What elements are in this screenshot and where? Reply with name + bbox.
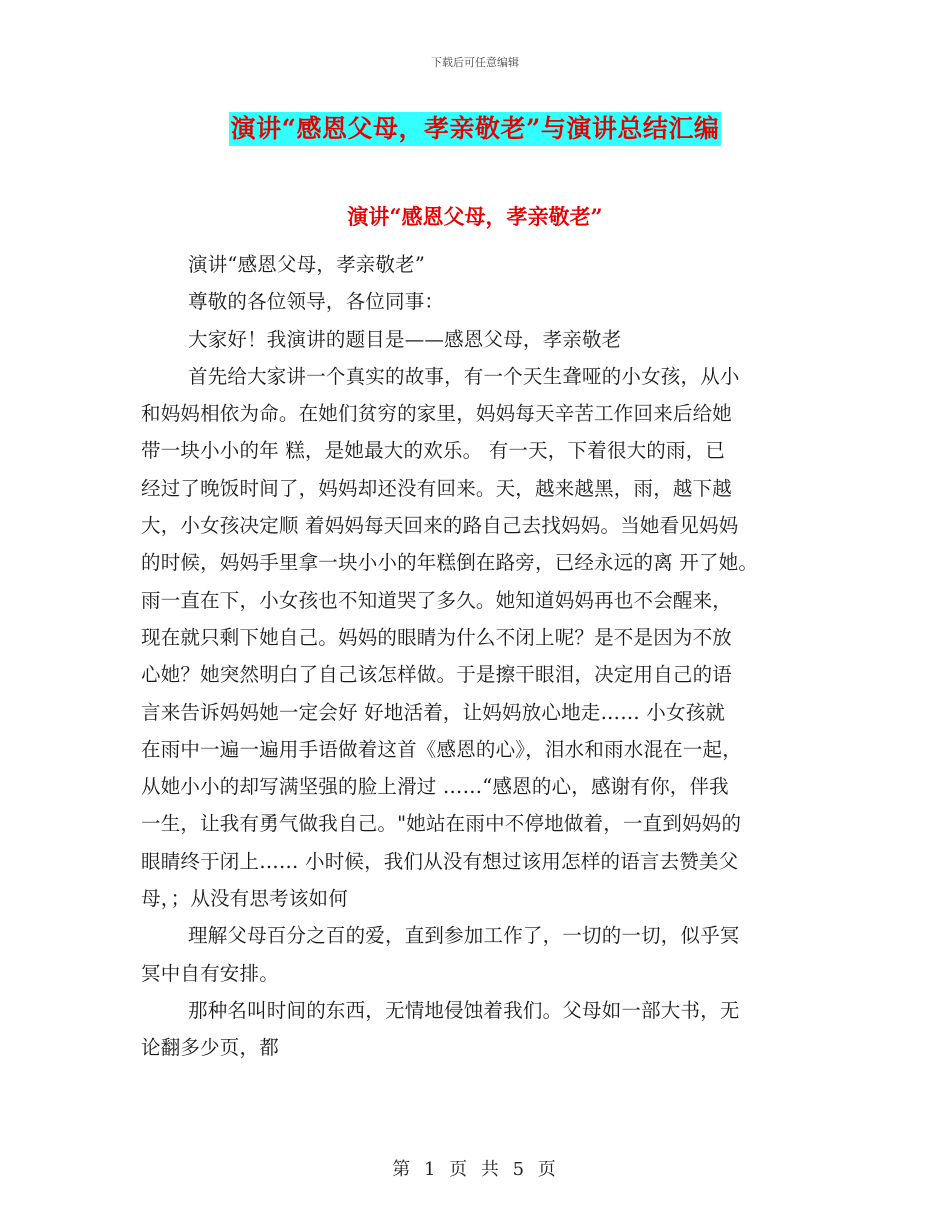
body-line: 眼睛终于闭上…… 小时候，我们从没有想过该用怎样的语言去赞美父 <box>141 849 739 873</box>
body-line: 理解父母百分之百的爱，直到参加工作了，一切的一切，似乎冥 <box>188 924 740 948</box>
body-line: 在雨中一遍一遍用手语做着这首《感恩的心》，泪水和雨水混在一起， <box>141 737 742 761</box>
body-line: 经过了晚饭时间了，妈妈却还没有回来。天，越来越黑，雨，越下越 <box>141 476 733 500</box>
footer-prefix: 第 <box>392 1159 413 1180</box>
footer-suffix: 页 <box>537 1159 558 1180</box>
body-line: 论翻多少页，都 <box>141 1036 279 1060</box>
footer-total-pages: 5 <box>512 1159 527 1180</box>
footer-total-word: 共 <box>480 1159 501 1180</box>
footer-current-page: 1 <box>423 1159 438 1180</box>
page-footer <box>0 1155 950 1181</box>
body-text <box>141 246 827 1067</box>
body-line: 那种名叫时间的东西，无情地侵蚀着我们。父母如一部大书，无 <box>188 998 740 1022</box>
body-line: 冥中自有安排。 <box>141 961 279 985</box>
body-line: 母，；从没有思考该如何 <box>141 887 348 911</box>
document-title-container <box>0 112 950 146</box>
body-line: 大，小女孩决定顺 着妈妈每天回来的路自己去找妈妈。当她看见妈妈 <box>141 514 739 538</box>
body-line: 心她？她突然明白了自己该怎样做。于是擦干眼泪，决定用自己的语 <box>141 663 733 687</box>
body-line: 的时候，妈妈手里拿一块小小的年糕倒在路旁，已经永远的离 开了她。 <box>141 551 759 575</box>
body-line: 从她小小的却写满坚强的脸上滑过 ……“感恩的心，感谢有你，伴我 <box>141 775 729 799</box>
body-line: 现在就只剩下她自己。妈妈的眼睛为什么不闭上呢？是不是因为不放 <box>141 625 733 649</box>
body-line: 带一块小小的年 糕，是她最大的欢乐。 有一天，下着很大的雨，已 <box>141 439 726 463</box>
body-line: 尊敬的各位领导，各位同事： <box>188 290 445 314</box>
body-line: 演讲“感恩父母，孝亲敬老” <box>188 253 426 276</box>
body-line: 大家好！我演讲的题目是——感恩父母，孝亲敬老 <box>188 327 622 351</box>
body-line: 言来告诉妈妈她一定会好 好地活着，让妈妈放心地走…… 小女孩就 <box>141 700 726 724</box>
body-line: 首先给大家讲一个真实的故事，有一个天生聋哑的小女孩，从小 <box>188 364 740 388</box>
speech-paragraphs <box>141 246 827 1067</box>
body-line: 雨一直在下，小女孩也不知道哭了多久。她知道妈妈再也不会醒来， <box>141 588 733 612</box>
page-header-note: 下载后可任意编辑 <box>431 56 519 69</box>
section-title: 演讲“感恩父母，孝亲敬老” <box>347 204 603 229</box>
body-line: 一生，让我有勇气做我自己。"她站在雨中不停地做着，一直到妈妈的 <box>141 812 742 836</box>
footer-page-word: 页 <box>449 1159 470 1180</box>
body-line: 和妈妈相依为命。在她们贫穷的家里，妈妈每天辛苦工作回来后给她 <box>141 402 733 426</box>
document-title: 演讲“感恩父母，孝亲敬老”与演讲总结汇编 <box>229 112 722 146</box>
